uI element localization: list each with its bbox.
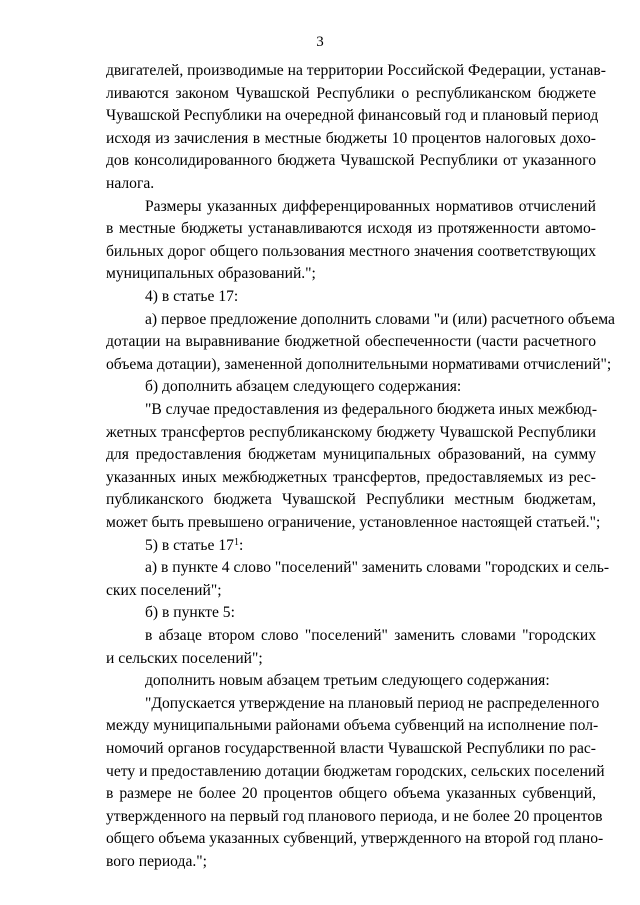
text-line: а) в пункте 4 слово "поселений" заменить словами "городских и сель- (145, 559, 610, 577)
article-heading-text: 5) в статье 17 (145, 536, 234, 554)
text-line: чету и предоставлению дотации бюджетам городских, сельских поселений (106, 762, 605, 780)
text-line: бильных дорог общего пользования местного значения соответствующих (106, 242, 596, 260)
text-line: муниципальных образований."; (106, 265, 316, 283)
text-line: Чувашской Республики на очередной финансовый год и плановый период (106, 107, 599, 125)
text-line-article-17-1 (145, 536, 596, 556)
text-line: вого периода."; (106, 853, 207, 870)
text-line: дов консолидированного бюджета Чувашской Республики от указанного (106, 152, 596, 170)
text-line: и сельских поселений"; (106, 649, 263, 667)
text-line: для предоставления бюджетам муниципальных образований, на сумму (106, 446, 596, 464)
text-line: в размере не более 20 процентов общего объема указанных субвенций, (106, 785, 596, 803)
article-heading-colon: : (238, 536, 244, 554)
text-line: налога. (106, 175, 155, 192)
text-line: в абзаце втором слово "поселений" заменить словами "городских (145, 627, 596, 644)
text-line: общего объема указанных субвенций, утвержденного на второй год плано- (106, 830, 604, 848)
text-line: объема дотации), замененной дополнительными нормативами отчислений"; (106, 355, 612, 373)
article-superscript: 1 (233, 536, 239, 548)
text-line: б) в пункте 5: (145, 604, 235, 622)
text-line: а) первое предложение дополнить словами "и (или) расчетного объема (145, 310, 615, 328)
text-line: публиканского бюджета Чувашской Республики местным бюджетам, (106, 491, 596, 509)
text-line: дополнить новым абзацем третьим следующего содержания: (145, 672, 550, 690)
text-line: Размеры указанных дифференцированных нормативов отчислений (145, 197, 596, 215)
text-line: между муниципальными районами объема субвенций на исполнение пол- (106, 717, 599, 735)
text-line: исходя из зачисления в местные бюджеты 10 процентов налоговых дохо- (106, 129, 596, 147)
text-line: может быть превышено ограничение, установленное настоящей статьей."; (106, 514, 601, 531)
text-line: 4) в статье 17: (145, 288, 239, 305)
text-line: "Допускается утверждение на плановый период не распределенного (145, 694, 600, 712)
text-line: номочий органов государственной власти Чувашской Республики по рас- (106, 740, 596, 757)
text-line: ских поселений"; (106, 581, 222, 599)
text-line: в местные бюджеты устанавливаются исходя из протяженности автомо- (106, 220, 596, 238)
text-line: утвержденного на первый год планового периода, и не более 20 процентов (106, 807, 603, 825)
text-line: "В случае предоставления из федерального бюджета иных межбюд- (145, 401, 598, 418)
text-line: указанных иных межбюджетных трансфертов, предоставляемых из рес- (106, 468, 596, 486)
text-line: дотации на выравнивание бюджетной обеспеченности (части расчетного (106, 333, 596, 351)
page-number: 3 (316, 34, 324, 50)
text-line: б) дополнить абзацем следующего содержания: (145, 378, 462, 396)
text-line: жетных трансфертов республиканскому бюджету Чувашской Республики (106, 423, 596, 441)
text-line: ливаются законом Чувашской Республики о республиканском бюджете (106, 84, 596, 102)
text-line: двигателей, производимые на территории Российской Федерации, устанав- (106, 62, 606, 79)
